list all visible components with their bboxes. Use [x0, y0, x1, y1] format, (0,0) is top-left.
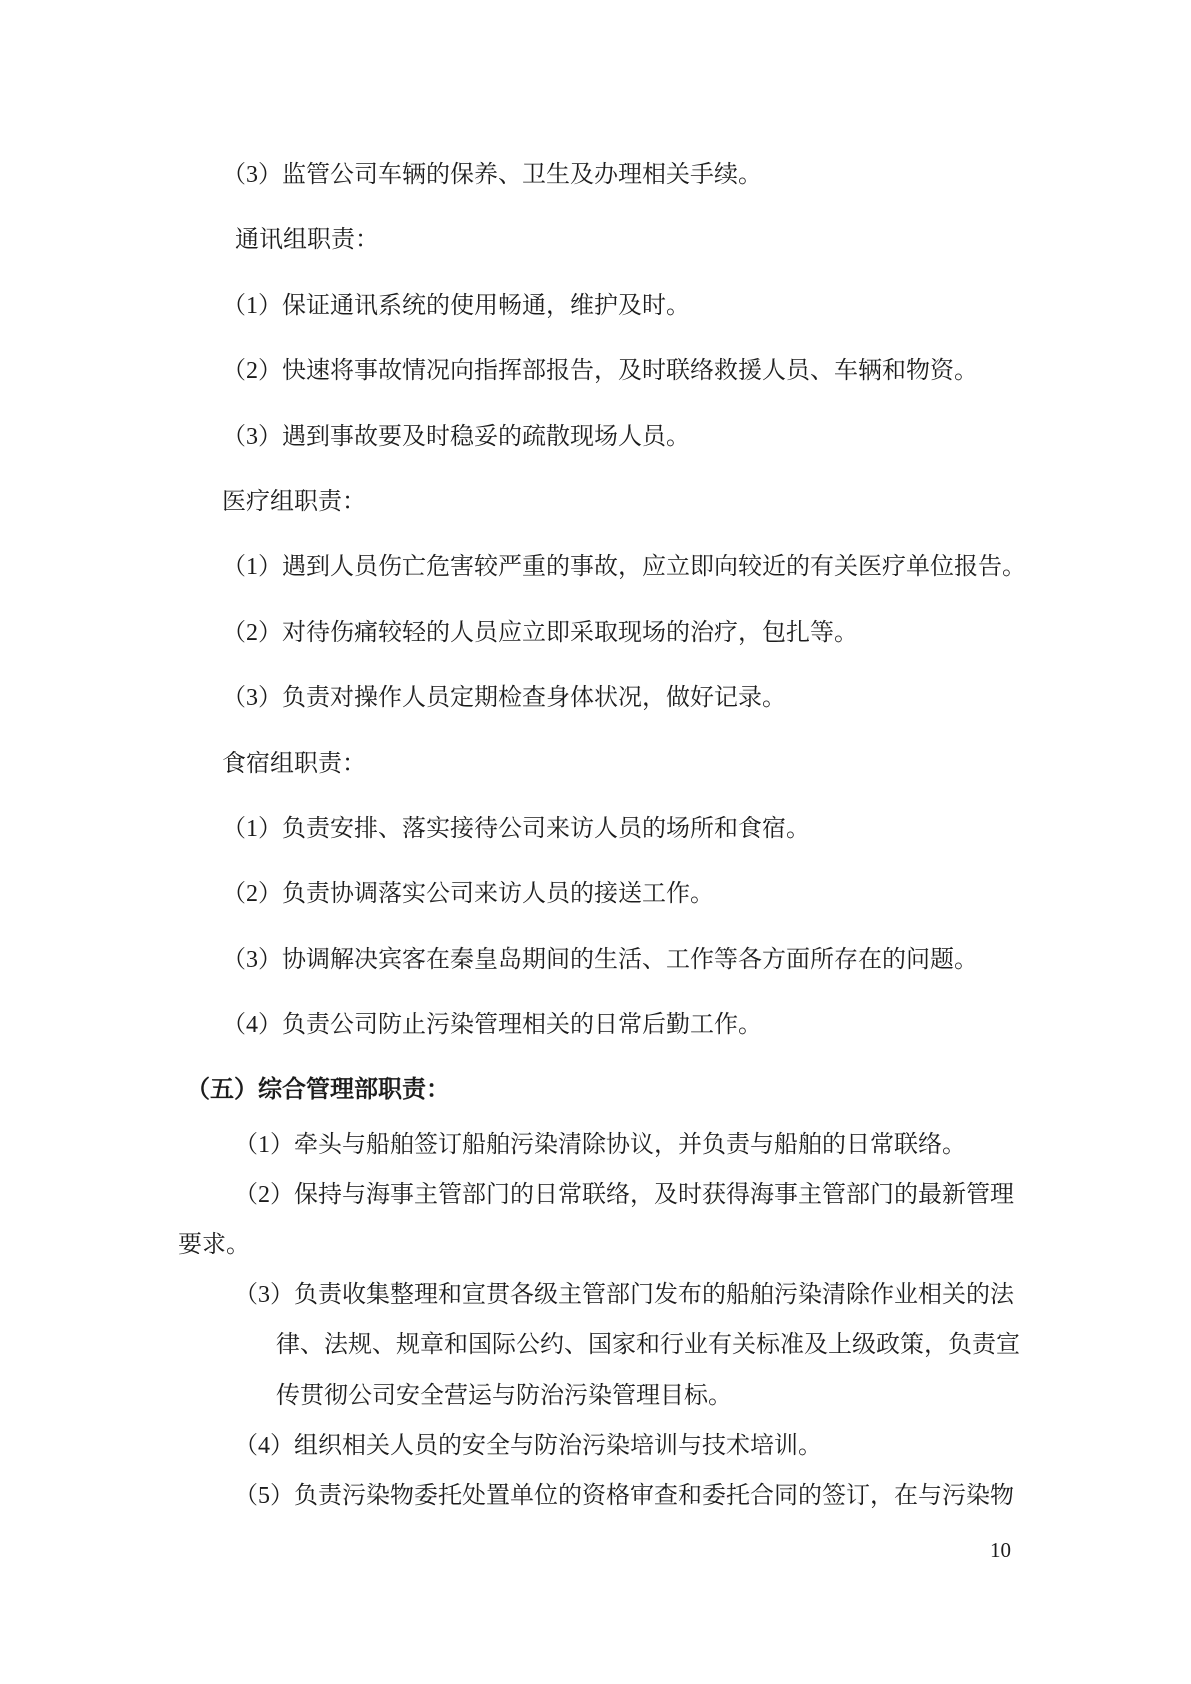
text-line: （3）负责收集整理和宣贯各级主管部门发布的船舶污染清除作业相关的法 — [234, 1282, 1014, 1309]
text-line: （1）遇到人员伤亡危害较严重的事故，应立即向较近的有关医疗单位报告。 — [222, 554, 1026, 581]
text-line: 律、法规、规章和国际公约、国家和行业有关标准及上级政策，负责宣 — [276, 1332, 1020, 1359]
text-line: （1）牵头与船舶签订船舶污染清除协议，并负责与船舶的日常联络。 — [234, 1131, 966, 1158]
text-line: （3）监管公司车辆的保养、卫生及办理相关手续。 — [222, 162, 762, 188]
text-line: （1）保证通讯系统的使用畅通，维护及时。 — [222, 292, 690, 319]
text-line: （2）负责协调落实公司来访人员的接送工作。 — [222, 881, 714, 908]
group-label-boarding: 食宿组职责： — [222, 750, 366, 777]
group-label-communications: 通讯组职责： — [235, 227, 379, 254]
text-line: 要求。 — [178, 1232, 250, 1259]
group-label-medical: 医疗组职责： — [222, 488, 366, 515]
document-body — [178, 0, 1026, 1521]
text-line: （2）保持与海事主管部门的日常联络，及时获得海事主管部门的最新管理 — [234, 1181, 1014, 1208]
section-heading: （五）综合管理部职责： — [186, 1077, 450, 1104]
page-number: 10 — [990, 1538, 1011, 1562]
text-line: （4）组织相关人员的安全与防治污染培训与技术培训。 — [234, 1432, 822, 1459]
text-line: （2）快速将事故情况向指挥部报告，及时联络救援人员、车辆和物资。 — [222, 358, 978, 385]
text-line: （5）负责污染物委托处置单位的资格审查和委托合同的签订，在与污染物 — [234, 1482, 1014, 1509]
text-line: （3）负责对操作人员定期检查身体状况，做好记录。 — [222, 685, 786, 712]
text-line: （2）对待伤痛较轻的人员应立即采取现场的治疗，包扎等。 — [222, 619, 858, 646]
text-line: （3）遇到事故要及时稳妥的疏散现场人员。 — [222, 423, 690, 450]
text-line: 传贯彻公司安全营运与防治污染管理目标。 — [276, 1382, 732, 1409]
text-line: （4）负责公司防止污染管理相关的日常后勤工作。 — [222, 1012, 762, 1039]
text-line: （1）负责安排、落实接待公司来访人员的场所和食宿。 — [222, 815, 810, 842]
text-line: （3）协调解决宾客在秦皇岛期间的生活、工作等各方面所存在的问题。 — [222, 946, 978, 973]
